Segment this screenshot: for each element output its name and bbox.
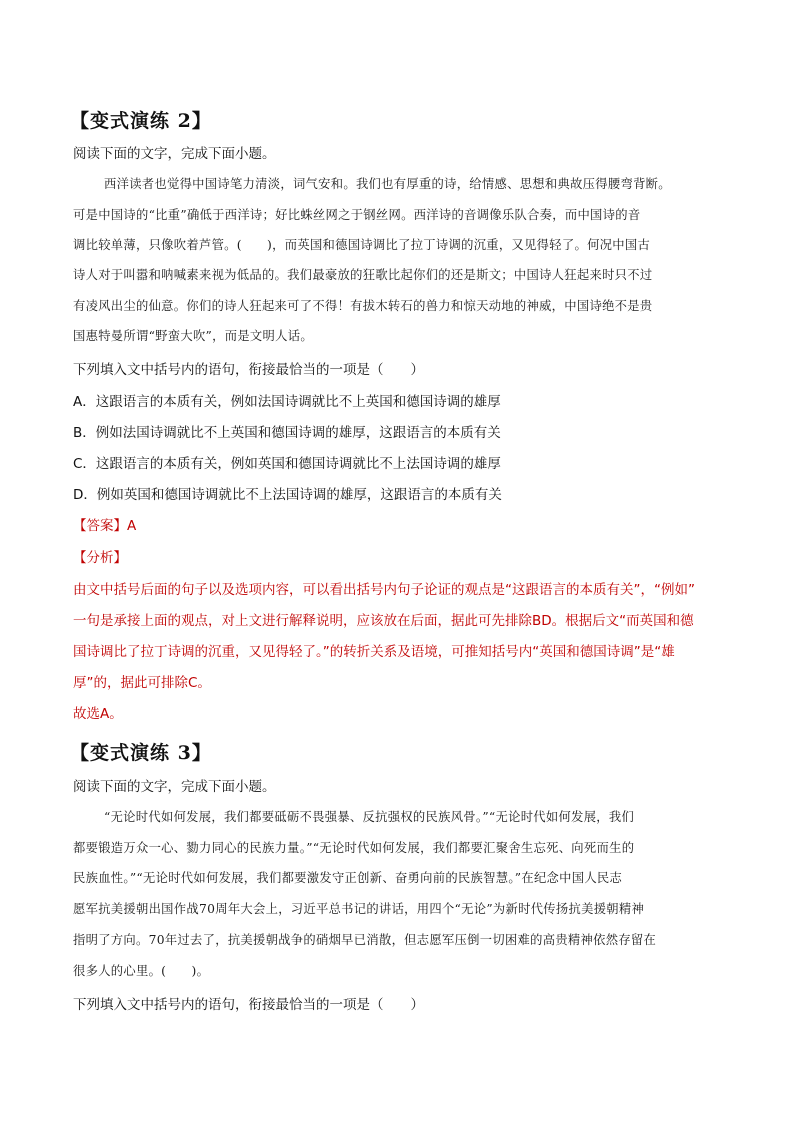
question-text: 下列填入文中括号内的语句，衔接最恰当的一项是（ ） — [73, 362, 424, 378]
answer-label: 【答案】 — [73, 518, 127, 534]
analysis-label: 【分析】 — [73, 550, 127, 566]
passage-line: 民族血性。”“无论时代如何发展，我们都要激发守正创新、奋勇向前的民族智慧。”在纪念中国人民志 — [73, 871, 623, 885]
passage-line: 有凌风出尘的仙意。你们的诗人狂起来可了不得！有拔木转石的兽力和惊天动地的神威，中国诗绝不是贵 — [73, 299, 653, 313]
passage-line: 都要锻造万众一心、勠力同心的民族力量。”“无论时代如何发展，我们都要汇聚舍生忘死、向死而生的 — [73, 841, 635, 855]
analysis-line: 国诗调比了拉丁诗调的沉重，又见得轻了。”的转折关系及语境，可推知括号内“英国和德国诗调”是“雄 — [73, 644, 675, 660]
option-b: B．例如法国诗调就比不上英国和德国诗调的雄厚，这跟语言的本质有关 — [73, 425, 501, 441]
passage-line: 很多人的心里。( )。 — [73, 964, 210, 978]
analysis-line: 故选A。 — [73, 706, 123, 722]
analysis-line: 由文中括号后面的句子以及选项内容，可以看出括号内句子论证的观点是“这跟语言的本质有关”，“例如” — [73, 582, 695, 598]
passage-line: “无论时代如何发展，我们都要砥砺不畏强暴、反抗强权的民族风骨。”“无论时代如何发展，我们 — [104, 810, 635, 824]
passage-line: 可是中国诗的“比重”确低于西洋诗；好比蛛丝网之于钢丝网。西洋诗的音调像乐队合奏，而中国诗的音 — [73, 208, 641, 222]
passage-line: 调比较单薄，只像吹着芦管。( )，而英国和德国诗调比了拉丁诗调的沉重，又见得轻了。何况中国古 — [73, 238, 651, 252]
passage-line: 指明了方向。70年过去了，抗美援朝战争的硝烟早已消散，但志愿军压倒一切困难的高贵精神依然存留在 — [73, 933, 657, 947]
passage-line: 国惠特曼所谓“野蛮大吹”，而是文明人话。 — [73, 329, 313, 343]
option-a: A．这跟语言的本质有关，例如法国诗调就比不上英国和德国诗调的雄厚 — [73, 394, 501, 410]
instruction-text: 阅读下面的文字，完成下面小题。 — [73, 779, 276, 795]
option-c: C．这跟语言的本质有关，例如英国和德国诗调就比不上法国诗调的雄厚 — [73, 456, 501, 472]
answer-line — [73, 517, 136, 535]
analysis-line: 厚”的，据此可排除C。 — [73, 675, 211, 691]
section-heading: 【变式演练 3】 — [70, 742, 212, 764]
section-heading: 【变式演练 2】 — [70, 110, 212, 132]
passage-line: 诗人对于叫嚣和呐喊素来视为低品的。我们最豪放的狂歌比起你们的还是斯文；中国诗人狂起来时只不过 — [73, 268, 653, 282]
passage-line: 西洋读者也觉得中国诗笔力清淡，词气安和。我们也有厚重的诗，给情感、思想和典故压得腰弯背断。 — [104, 177, 671, 191]
analysis-line: 一句是承接上面的观点，对上文进行解释说明，应该放在后面，据此可先排除BD。根据后文“而英国和德 — [73, 613, 694, 629]
instruction-text: 阅读下面的文字，完成下面小题。 — [73, 146, 276, 162]
question-text: 下列填入文中括号内的语句，衔接最恰当的一项是（ ） — [73, 997, 424, 1013]
passage-line: 愿军抗美援朝出国作战70周年大会上，习近平总书记的讲话，用四个“无论”为新时代传扬抗美援朝精神 — [73, 902, 645, 916]
option-d: D．例如英国和德国诗调就比不上法国诗调的雄厚，这跟语言的本质有关 — [73, 487, 502, 503]
answer-value: A — [127, 518, 137, 534]
